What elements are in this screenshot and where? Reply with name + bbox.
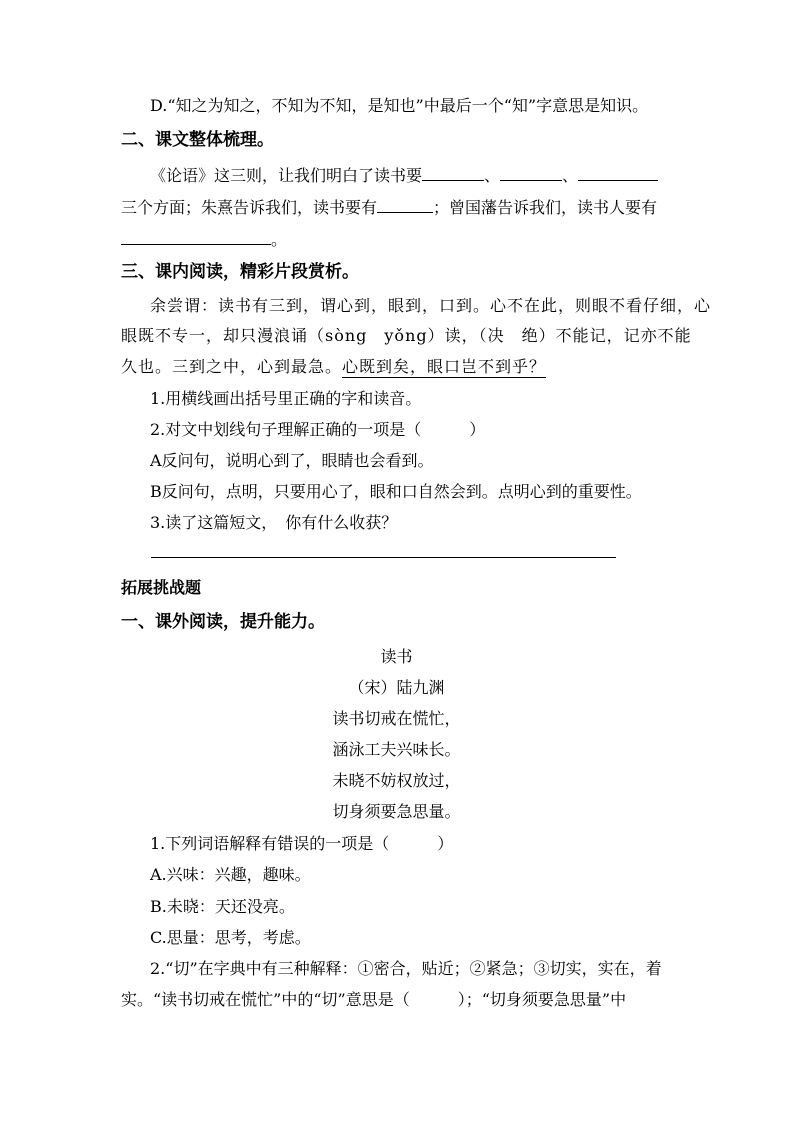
blank-3[interactable] bbox=[578, 165, 658, 181]
extension-heading: 一、课外阅读，提升能力。 bbox=[121, 612, 325, 632]
section-2-heading: 二、课文整体梳理。 bbox=[121, 130, 274, 150]
poem-line-2: 涵泳工夫兴味长。 bbox=[332, 740, 461, 759]
sec2-line-1-text: 《论语》这三则，让我们明白了读书要 bbox=[150, 166, 423, 185]
blank-5[interactable] bbox=[121, 229, 271, 245]
sec2-line-2 bbox=[121, 197, 657, 218]
sec3-question-3: 3.读了这篇短文， 你有什么收获？ bbox=[150, 513, 398, 532]
sec3-question-1: 1.用横线画出括号里正确的字和读音。 bbox=[150, 389, 422, 408]
underlined-sentence: 心既到矣，眼口岂不到乎？ bbox=[342, 357, 547, 376]
sec2-line-2-text-a: 三个方面；朱熹告诉我们，读书要有 bbox=[121, 198, 378, 217]
ext-option-a: A.兴味：兴趣，趣味。 bbox=[150, 865, 311, 884]
ext-question-2-line-1: 2.“切”在字典中有三种解释：①密合，贴近；②紧急；③切实，实在，着 bbox=[150, 959, 662, 978]
sec2-line-1 bbox=[150, 165, 658, 186]
sep-1: 、 bbox=[484, 166, 501, 185]
blank-4[interactable] bbox=[377, 197, 433, 213]
ext-question-2-line-2: 实。“读书切戒在慌忙”中的“切”意思是（ ）；“切身须要急思量”中 bbox=[121, 990, 627, 1009]
passage-line-3 bbox=[121, 357, 546, 377]
poem-line-4: 切身须要急思量。 bbox=[332, 802, 461, 821]
blank-1[interactable] bbox=[422, 165, 484, 181]
sep-2: 、 bbox=[562, 166, 579, 185]
extension-title: 拓展挑战题 bbox=[121, 578, 202, 597]
ext-option-c: C.思量：思考，考虑。 bbox=[150, 928, 311, 947]
sec2-line-3-end: 。 bbox=[271, 230, 288, 249]
blank-2[interactable] bbox=[500, 165, 562, 181]
option-d: D.“知之为知之，不知为不知，是知也”中最后一个“知”字意思是知识。 bbox=[150, 96, 649, 115]
poem-title: 读书 bbox=[380, 647, 413, 666]
poem-line-1: 读书切戒在慌忙， bbox=[332, 709, 461, 728]
ext-option-b: B.未晓：天还没亮。 bbox=[150, 897, 295, 916]
answer-line[interactable] bbox=[151, 557, 616, 558]
poem-line-3: 未晓不妨权放过， bbox=[332, 771, 461, 790]
sec3-option-b: B反问句，点明，只要用心了，眼和口自然会到。点明心到的重要性。 bbox=[150, 482, 642, 501]
passage-line-1: 余尝谓：读书有三到，谓心到，眼到，口到。心不在此，则眼不看仔细，心 bbox=[150, 296, 712, 315]
passage-line-2: 眼既不专一，却只漫浪诵（sòng yǒng）读，（决 绝）不能记，记亦不能 bbox=[121, 326, 692, 345]
ext-question-1: 1.下列词语解释有错误的一项是（ ） bbox=[150, 834, 454, 853]
poem-author: （宋）陆九渊 bbox=[348, 678, 445, 697]
section-3-heading: 三、课内阅读，精彩片段赏析。 bbox=[121, 262, 359, 282]
passage-line-3-text: 久也。三到之中，心到最急。 bbox=[121, 357, 343, 376]
sec2-line-2-text-b: ；曾国藩告诉我们，读书人要有 bbox=[433, 198, 658, 217]
sec2-line-3 bbox=[121, 229, 287, 250]
sec3-option-a: A反问句，说明心到了，眼睛也会看到。 bbox=[150, 451, 434, 470]
sec3-question-2: 2.对文中划线句子理解正确的一项是（ ） bbox=[150, 420, 486, 439]
